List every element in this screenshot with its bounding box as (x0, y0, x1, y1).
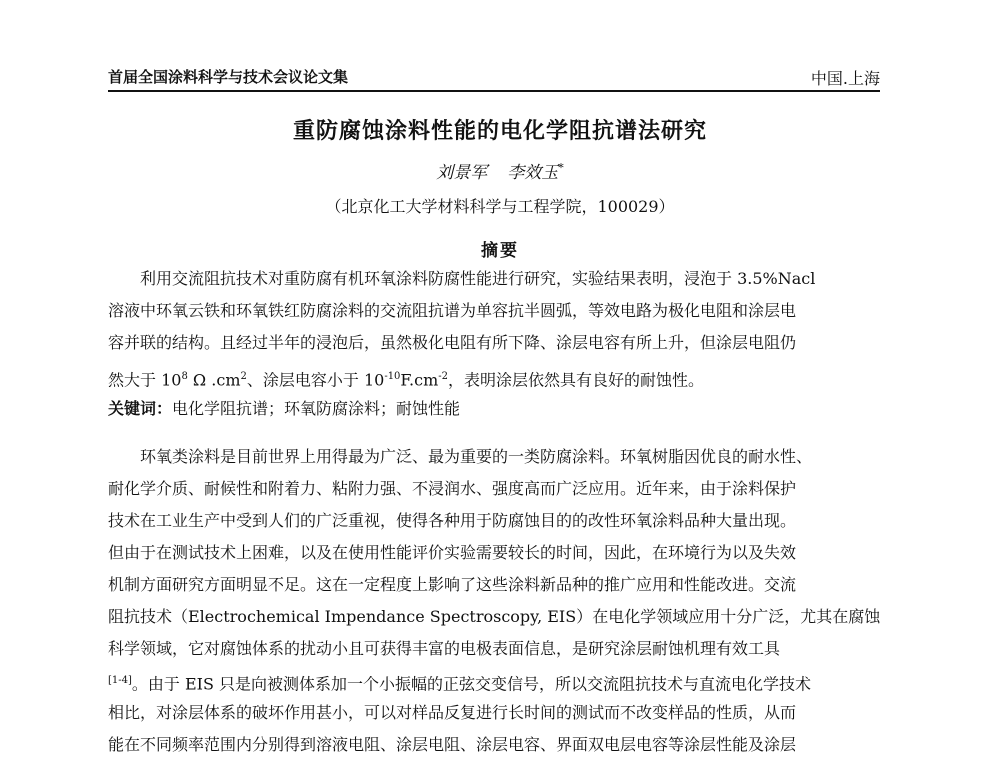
keywords-text: 电化学阻抗谱；环氧防腐涂料；耐蚀性能 (172, 399, 461, 418)
body-line: 但由于在测试技术上困难，以及在使用性能评价实验需要较长的时间，因此，在环境行为以及失效 (108, 543, 797, 562)
body-line: 科学领域，它对腐蚀体系的扰动小且可获得丰富的电极表面信息，是研究涂层耐蚀机理有效工具 (108, 639, 781, 658)
keywords-label: 关键词： (108, 399, 173, 418)
author-2: 李效玉* (507, 161, 564, 183)
abstract-line-formula: 然大于 $10^8$ Ω $.cm^2$、涂层电容小于 $10^{-10}F.cm^{-2}$，表明涂层依然具有良好的耐蚀性。 (108, 370, 705, 390)
affiliation: （北京化工大学材料科学与工程学院，100029） (325, 197, 675, 216)
abstract-line: 利用交流阻抗技术对重防腐有机环氧涂料防腐性能进行研究，实验结果表明，浸泡于 3.5%Nacl (140, 269, 816, 288)
author-list (0, 158, 1000, 183)
author-1: 刘景军 (436, 163, 488, 183)
conference-location: 中国.上海 (810, 69, 880, 88)
abstract-line: 容并联的结构。且经过半年的浸泡后，虽然极化电阻有所下降、涂层电容有所上升，但涂层电阻仍 (108, 333, 797, 352)
body-line: 阻抗技术（Electrochemical Impendance Spectroscopy, EIS）在电化学领域应用十分广泛，尤其在腐蚀 (108, 607, 881, 626)
body-line: 技术在工业生产中受到人们的广泛重视，使得各种用于防腐蚀目的的改性环氧涂料品种大量出现。 (108, 511, 797, 530)
keywords (108, 398, 883, 420)
running-header (108, 64, 880, 92)
body-line: 能在不同频率范围内分别得到溶液电阻、涂层电阻、涂层电容、界面双电层电容等涂层性能及涂层 (108, 735, 797, 754)
body-line: [1-4]。由于 EIS 只是向被测体系加一个小振幅的正弦交变信号，所以交流阻抗技术与直流电化学技术 (108, 674, 812, 694)
body-line: 环氧类涂料是目前世界上用得最为广泛、最为重要的一类防腐涂料。环氧树脂因优良的耐水性、 (140, 447, 813, 466)
abstract-heading: 摘要 (481, 241, 519, 261)
body-line: 机制方面研究方面明显不足。这在一定程度上影响了这些涂料新品种的推广应用和性能改进。交流 (108, 575, 797, 594)
body-line: 耐化学介质、耐候性和附着力、粘附力强、不浸润水、强度高而广泛应用。近年来，由于涂料保护 (108, 479, 797, 498)
citation: [1-4] (108, 675, 132, 686)
abstract-line: 溶液中环氧云铁和环氧铁红防腐涂料的交流阻抗谱为单容抗半圆弧，等效电路为极化电阻和涂层电 (108, 301, 797, 320)
proceedings-title: 首届全国涂料科学与技术会议论文集 (108, 68, 349, 86)
paper-title: 重防腐蚀涂料性能的电化学阻抗谱法研究 (292, 119, 707, 144)
corresponding-mark: * (558, 161, 564, 175)
body-line: 相比，对涂层体系的破坏作用甚小，可以对样品反复进行长时间的测试而不改变样品的性质，从而 (108, 703, 797, 722)
